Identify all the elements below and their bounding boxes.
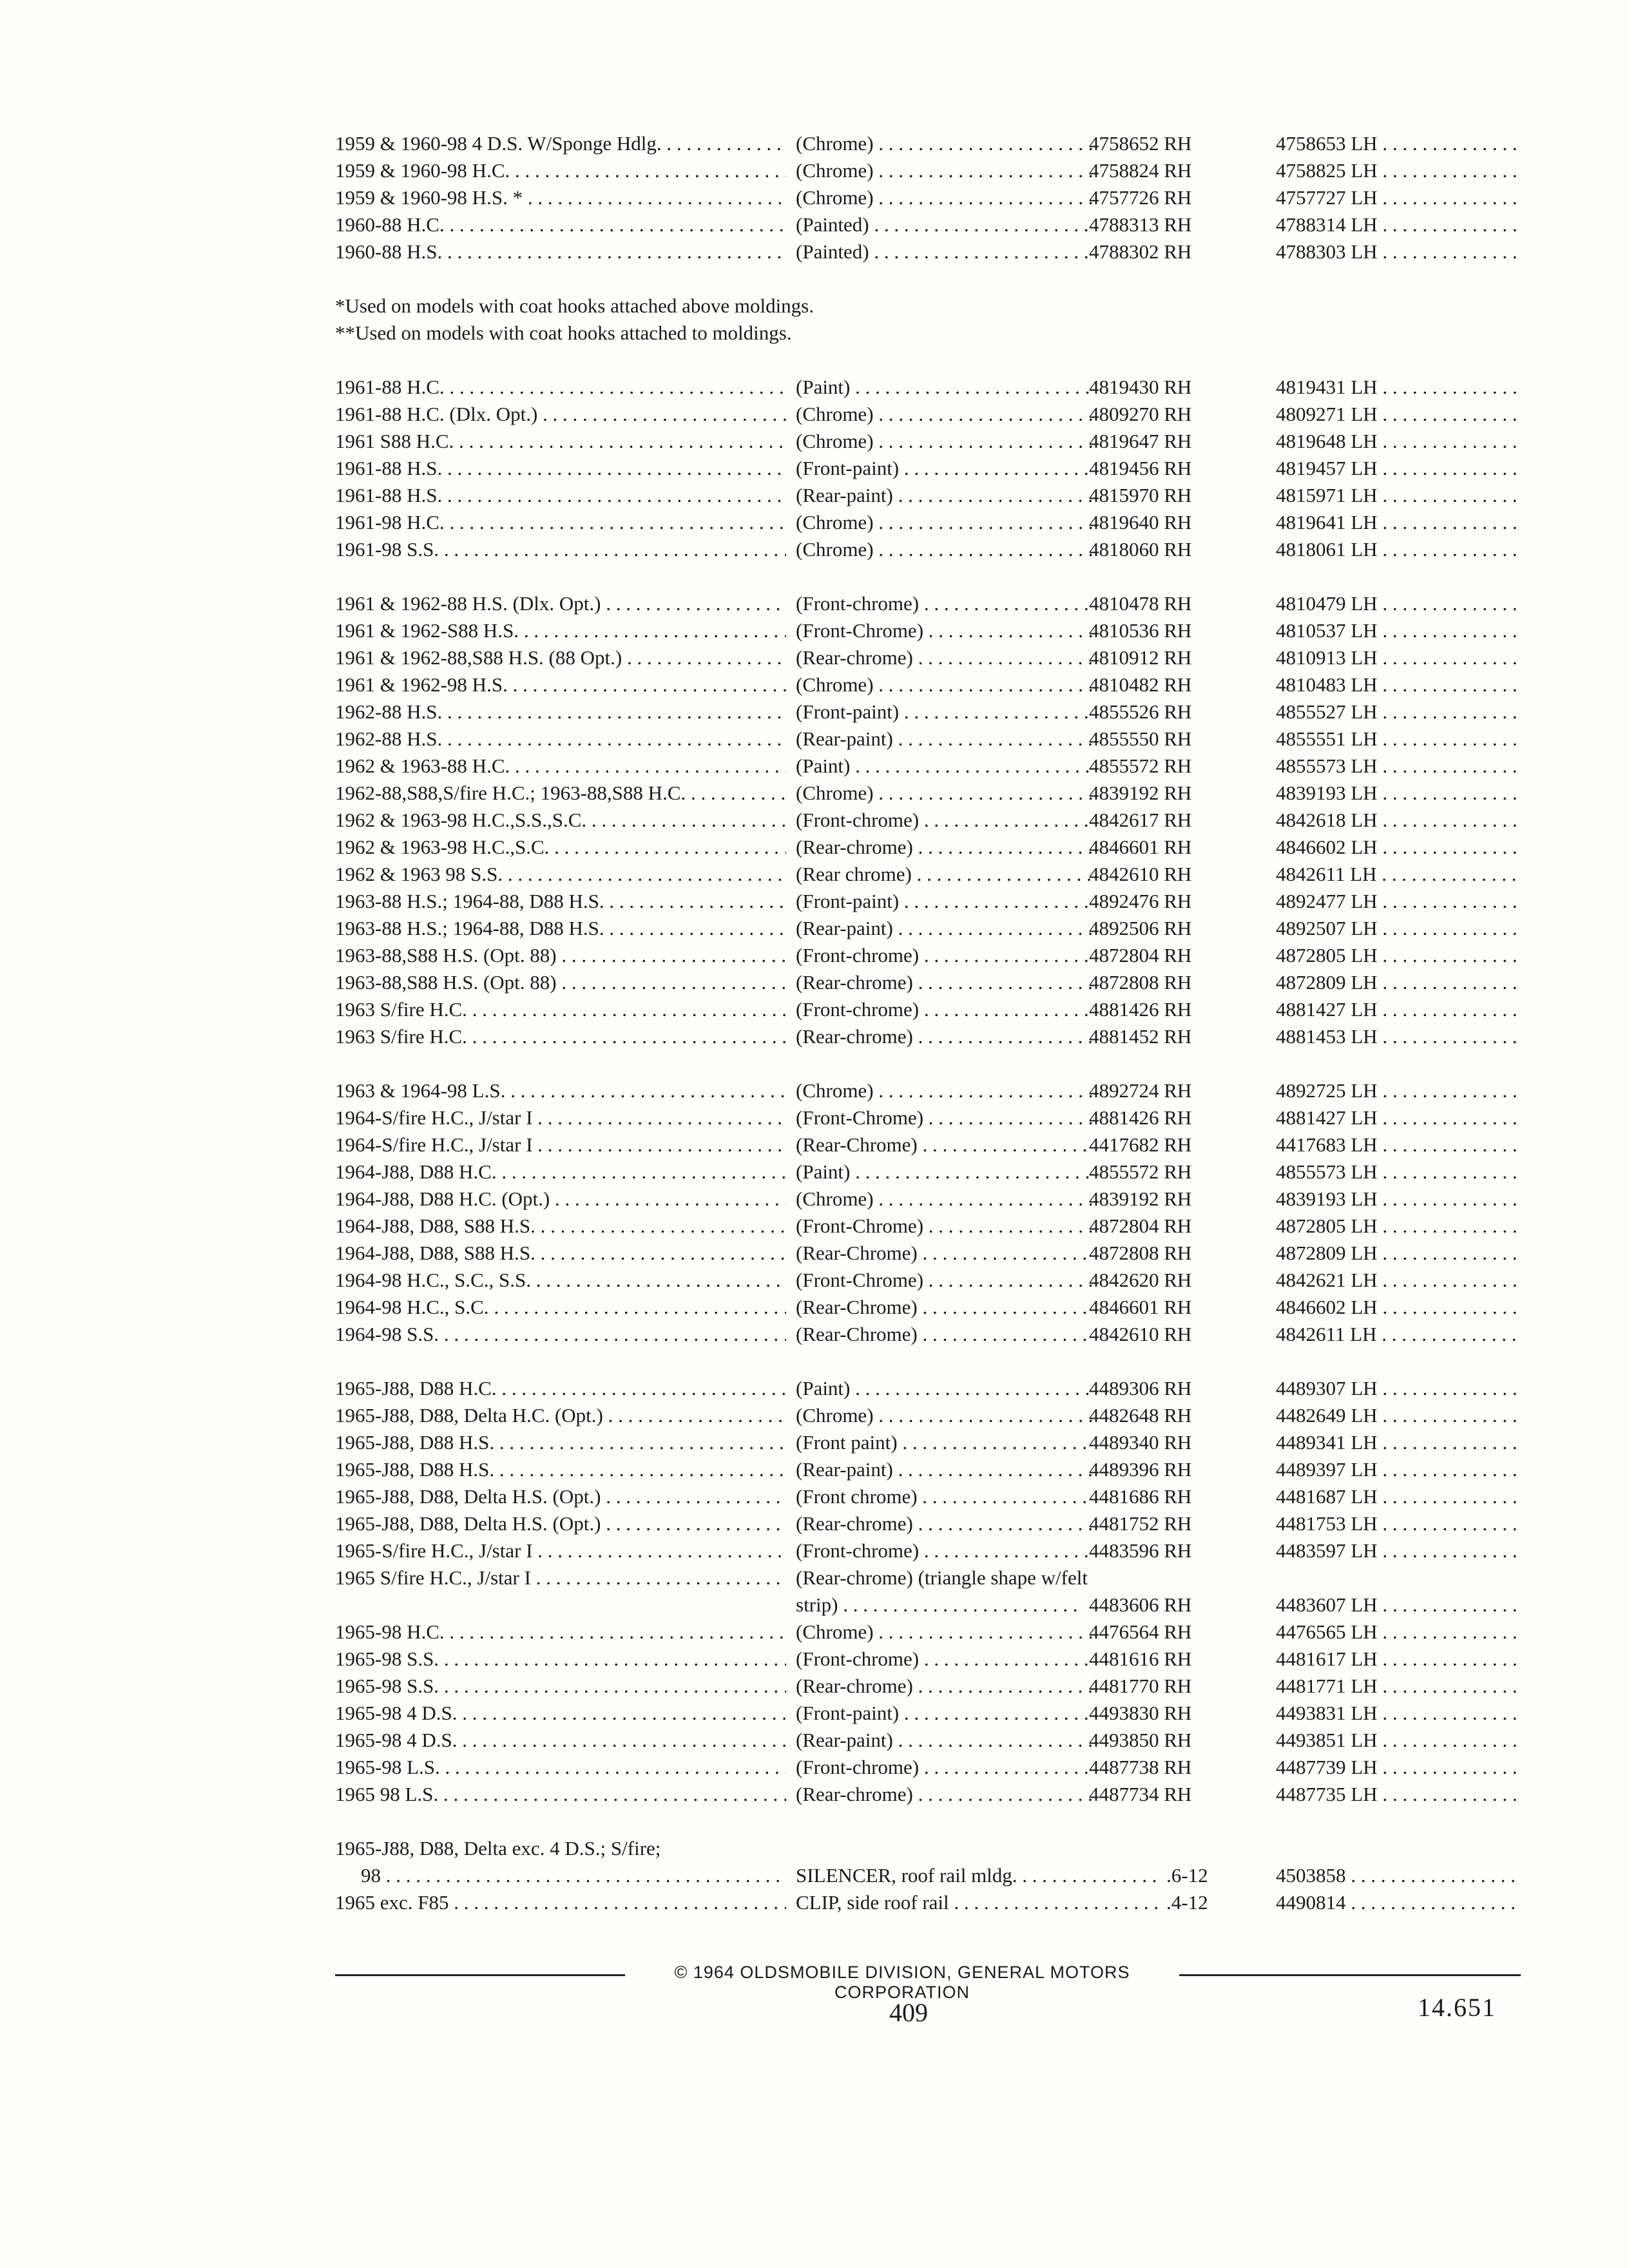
rh-part-number: 4788302 RH — [1089, 240, 1192, 263]
part-row — [335, 374, 1521, 401]
footer-rule-left — [335, 1974, 625, 1976]
lh-part-number: 4810483 LH . . . — [1276, 671, 1521, 698]
description-text: (Front-chrome) . . . — [796, 1537, 1092, 1564]
clip-description: CLIP, side roof rail . . . — [796, 1889, 1163, 1916]
application-text: 1963-88,S88 H.S. (Opt. 88) . . . — [335, 942, 786, 969]
description-text: (Front-Chrome) . . . — [796, 1267, 1092, 1294]
lh-part-number: 4481753 LH . . . — [1276, 1510, 1521, 1537]
rh-part-number: 4757726 RH — [1089, 186, 1192, 209]
lh-part-number: 4846602 LH . . . — [1276, 1294, 1521, 1321]
rh-part-number: 4489340 RH — [1089, 1431, 1192, 1454]
description-text: (Chrome) . . . — [796, 780, 1092, 807]
lh-part-number: 4872805 LH . . . — [1276, 1213, 1521, 1240]
lh-part-number: 4809271 LH . . . — [1276, 401, 1521, 428]
rh-part-number: 4842610 RH — [1089, 1323, 1192, 1345]
lh-part-number: 4819431 LH . . . — [1276, 374, 1521, 401]
application-text: 1965-J88, D88, Delta exc. 4 D.S.; S/fire; — [335, 1837, 661, 1860]
lh-part-number: 4842618 LH . . . — [1276, 807, 1521, 834]
rh-part-number: 4819647 RH — [1089, 430, 1192, 452]
rh-part-number: 4855572 RH — [1089, 754, 1192, 777]
lh-part-number: 4842621 LH . . . — [1276, 1267, 1521, 1294]
rh-part-number: 4881452 RH — [1089, 1025, 1192, 1048]
lh-part-number: 4482649 LH . . . — [1276, 1402, 1521, 1429]
lh-part-number: 4815971 LH . . . — [1276, 482, 1521, 509]
part-row — [335, 509, 1521, 536]
description-text: (Rear-chrome) . . . — [796, 644, 1092, 671]
lh-part-number: 4892477 LH . . . — [1276, 888, 1521, 915]
part-row — [335, 780, 1521, 807]
lh-part-number: 4855527 LH . . . — [1276, 698, 1521, 726]
part-row — [335, 1510, 1521, 1537]
rh-part-number: 4489306 RH — [1089, 1377, 1192, 1399]
rh-part-number: 4846601 RH — [1089, 836, 1192, 858]
clip-part-number: 4490814 . . . — [1276, 1889, 1521, 1916]
part-row — [335, 644, 1521, 671]
silencer-quantity: .6-12 — [1166, 1864, 1208, 1887]
description-text: (Front-chrome) . . . — [796, 996, 1092, 1023]
description-text: (Paint) . . . — [796, 374, 1092, 401]
application-text: 1964-J88, D88, S88 H.S. . . . — [335, 1213, 786, 1240]
lh-part-number: 4493851 LH . . . — [1276, 1727, 1521, 1754]
parts-group-1959-1960 — [335, 130, 1521, 265]
description-text: (Chrome) . . . — [796, 1619, 1092, 1646]
rh-part-number: 4810912 RH — [1089, 646, 1192, 669]
part-row — [335, 1104, 1521, 1131]
lh-part-number: 4839193 LH . . . — [1276, 1186, 1521, 1213]
description-text: (Rear-chrome) . . . — [796, 1781, 1092, 1808]
parts-group-1965-b — [335, 1619, 1521, 1808]
description-text: (Rear-chrome) . . . — [796, 1673, 1092, 1700]
rh-part-number: 4892506 RH — [1089, 917, 1192, 939]
rh-part-number: 4489396 RH — [1089, 1458, 1192, 1481]
rh-part-number: 4487738 RH — [1089, 1756, 1192, 1778]
rh-part-number: 4482648 RH — [1089, 1404, 1192, 1427]
rh-part-number: 4855550 RH — [1089, 727, 1192, 750]
application-text: 1963 & 1964-98 L.S. . . . — [335, 1077, 786, 1104]
lh-part-number: 4819641 LH . . . — [1276, 509, 1521, 536]
application-text: 1960-88 H.C. . . . — [335, 211, 786, 238]
part-row — [335, 1267, 1521, 1294]
clip-quantity: .4-12 — [1166, 1891, 1208, 1914]
rh-part-number: 4819430 RH — [1089, 376, 1192, 398]
description-text: (Front-chrome) . . . — [796, 1754, 1092, 1781]
description-text: (Front chrome) . . . — [796, 1483, 1092, 1510]
lh-part-number: 4481617 LH . . . — [1276, 1646, 1521, 1673]
part-row — [335, 1429, 1521, 1456]
part-row — [335, 617, 1521, 644]
clip-row — [335, 1889, 1521, 1916]
description-text: (Chrome) . . . — [796, 130, 1092, 157]
rh-part-number: 4758824 RH — [1089, 159, 1192, 182]
rh-part-number: 4818060 RH — [1089, 538, 1192, 561]
application-text: 1961 & 1962-98 H.S. . . . — [335, 671, 786, 698]
part-row — [335, 942, 1521, 969]
description-text: (Rear-paint) . . . — [796, 915, 1092, 942]
description-text: (Chrome) . . . — [796, 671, 1092, 698]
description-text: (Front-paint) . . . — [796, 698, 1092, 726]
part-row — [335, 1158, 1521, 1186]
part-row — [335, 861, 1521, 888]
description-text: (Front-chrome) . . . — [796, 590, 1092, 617]
application-text: 1962 & 1963-88 H.C. . . . — [335, 753, 786, 780]
description-text: (Chrome) . . . — [796, 401, 1092, 428]
application-text: 1961-88 H.S. . . . — [335, 482, 786, 509]
part-row — [335, 211, 1521, 238]
parts-group-1963-1964 — [335, 1077, 1521, 1348]
application-text: 1964-J88, D88 H.C. (Opt.) . . . — [335, 1186, 786, 1213]
lh-part-number: 4839193 LH . . . — [1276, 780, 1521, 807]
part-row — [335, 1023, 1521, 1050]
application-text: 1965-J88, D88, Delta H.S. (Opt.) . . . — [335, 1510, 786, 1537]
rh-part-number: 4493830 RH — [1089, 1702, 1192, 1724]
application-text: 1962 & 1963-98 H.C.,S.S.,S.C. . . . — [335, 807, 786, 834]
lh-part-number: 4810537 LH . . . — [1276, 617, 1521, 644]
lh-part-number: 4481687 LH . . . — [1276, 1483, 1521, 1510]
rh-part-number: 4839192 RH — [1089, 782, 1192, 804]
part-row-triangle — [335, 1564, 1521, 1591]
description-text: (Painted) . . . — [796, 238, 1092, 265]
silencer-row — [335, 1862, 1521, 1889]
application-text: 1965-98 L.S. . . . — [335, 1754, 786, 1781]
application-text: 1961-88 H.C. (Dlx. Opt.) . . . — [335, 401, 786, 428]
application-text: 1961-98 H.C. . . . — [335, 509, 786, 536]
description-text: (Chrome) . . . — [796, 1186, 1092, 1213]
rh-part-number: 4810482 RH — [1089, 673, 1192, 696]
application-text: 1959 & 1960-98 H.C. . . . — [335, 157, 786, 184]
rh-part-number: 4481770 RH — [1089, 1675, 1192, 1697]
description-text: (Front paint) . . . — [796, 1429, 1092, 1456]
part-row — [335, 698, 1521, 726]
part-row — [335, 726, 1521, 753]
application-text: 1959 & 1960-98 H.S. * . . . — [335, 184, 786, 211]
part-row — [335, 455, 1521, 482]
page-number: 409 — [889, 1998, 928, 2027]
description-text: (Rear-paint) . . . — [796, 1456, 1092, 1483]
application-text: 1965 S/fire H.C., J/star I . . . — [335, 1564, 786, 1591]
part-row — [335, 1537, 1521, 1564]
description-text: (Paint) . . . — [796, 1158, 1092, 1186]
lh-part-number: 4819457 LH . . . — [1276, 455, 1521, 482]
part-row — [335, 1483, 1521, 1510]
rh-part-number: 4819456 RH — [1089, 457, 1192, 479]
application-text: 1964-98 H.C., S.C. . . . — [335, 1294, 786, 1321]
application-text: 1965 98 L.S. . . . — [335, 1781, 786, 1808]
description-text: (Front-paint) . . . — [796, 1700, 1092, 1727]
part-row — [335, 1781, 1521, 1808]
description-text: (Chrome) . . . — [796, 509, 1092, 536]
rh-part-number: 4493850 RH — [1089, 1729, 1192, 1751]
lh-part-number: 4483607 LH . . . — [1276, 1591, 1521, 1619]
description-text: (Rear-chrome) . . . — [796, 1023, 1092, 1050]
application-text: 1962 & 1963 98 S.S. . . . — [335, 861, 786, 888]
rh-part-number: 4483606 RH — [1089, 1593, 1192, 1616]
application-text: 1962 & 1963-98 H.C.,S.C. . . . — [335, 834, 786, 861]
rh-part-number: 4892724 RH — [1089, 1079, 1192, 1102]
application-text: 1960-88 H.S. . . . — [335, 238, 786, 265]
lh-part-number: 4481771 LH . . . — [1276, 1673, 1521, 1700]
part-row — [335, 1754, 1521, 1781]
part-row — [335, 969, 1521, 996]
application-text: 1963 S/fire H.C. . . . — [335, 1023, 786, 1050]
description-text: (Rear-chrome) . . . — [796, 834, 1092, 861]
application-text-cont: 98 . . . — [361, 1862, 786, 1889]
rh-part-number: 4417682 RH — [1089, 1133, 1192, 1156]
rh-part-number: 4758652 RH — [1089, 132, 1192, 155]
lh-part-number: 4872809 LH . . . — [1276, 1240, 1521, 1267]
rh-part-number: 4872808 RH — [1089, 971, 1192, 994]
application-text: 1962-88 H.S. . . . — [335, 698, 786, 726]
parts-listing — [335, 130, 1521, 1916]
application-text: 1962-88 H.S. . . . — [335, 726, 786, 753]
description-text: (Front-Chrome) . . . — [796, 1104, 1092, 1131]
application-text: 1964-98 S.S. . . . — [335, 1321, 786, 1348]
lh-part-number: 4892725 LH . . . — [1276, 1077, 1521, 1104]
copyright-notice: © 1964 OLDSMOBILE DIVISION, GENERAL MOTORS CORPORATION — [674, 1963, 1130, 2002]
application-text: 1961-98 S.S. . . . — [335, 536, 786, 563]
lh-part-number: 4855551 LH . . . — [1276, 726, 1521, 753]
application-text: 1964-J88, D88 H.C. . . . — [335, 1158, 786, 1186]
application-text: 1964-98 H.C., S.C., S.S. . . . — [335, 1267, 786, 1294]
part-row — [335, 1619, 1521, 1646]
description-text: (Rear-chrome) . . . — [796, 969, 1092, 996]
lh-part-number: 4872809 LH . . . — [1276, 969, 1521, 996]
description-text: (Rear-Chrome) . . . — [796, 1294, 1092, 1321]
description-text: (Chrome) . . . — [796, 428, 1092, 455]
application-text: 1961 & 1962-88,S88 H.S. (88 Opt.) . . . — [335, 644, 786, 671]
rh-part-number: 4881426 RH — [1089, 998, 1192, 1021]
rh-part-number: 4872804 RH — [1089, 944, 1192, 966]
rh-part-number: 4810478 RH — [1089, 592, 1192, 615]
part-row — [335, 590, 1521, 617]
footnote-single-star: *Used on models with coat hooks attached above moldings. — [335, 294, 815, 317]
lh-part-number: 4846602 LH . . . — [1276, 834, 1521, 861]
part-row — [335, 1456, 1521, 1483]
lh-part-number: 4855573 LH . . . — [1276, 1158, 1521, 1186]
silencer-row-line1 — [335, 1835, 1521, 1862]
rh-part-number: 4481616 RH — [1089, 1648, 1192, 1670]
description-text: (Rear-Chrome) . . . — [796, 1321, 1092, 1348]
lh-part-number: 4881453 LH . . . — [1276, 1023, 1521, 1050]
lh-part-number: 4489307 LH . . . — [1276, 1375, 1521, 1402]
description-text: (Rear-chrome) (triangle shape w/felt — [796, 1566, 1088, 1589]
description-text: (Chrome) . . . — [796, 1077, 1092, 1104]
rh-part-number: 4487734 RH — [1089, 1783, 1192, 1805]
part-row — [335, 1646, 1521, 1673]
rh-part-number: 4483596 RH — [1089, 1539, 1192, 1562]
description-text: (Front-Chrome) . . . — [796, 617, 1092, 644]
description-text: (Front-chrome) . . . — [796, 942, 1092, 969]
rh-part-number: 4819640 RH — [1089, 511, 1192, 533]
part-row — [335, 130, 1521, 157]
lh-part-number: 4489341 LH . . . — [1276, 1429, 1521, 1456]
part-row — [335, 671, 1521, 698]
lh-part-number: 4758825 LH . . . — [1276, 157, 1521, 184]
rh-part-number: 4842610 RH — [1089, 863, 1192, 885]
rh-part-number: 4839192 RH — [1089, 1187, 1192, 1210]
part-row — [335, 1673, 1521, 1700]
part-row — [335, 1213, 1521, 1240]
silencer-description: SILENCER, roof rail mldg. . . . — [796, 1862, 1163, 1889]
rh-part-number: 4788313 RH — [1089, 213, 1192, 236]
application-text: 1965-J88, D88, Delta H.C. (Opt.) . . . — [335, 1402, 786, 1429]
description-text: (Rear-Chrome) . . . — [796, 1131, 1092, 1158]
description-text: (Chrome) . . . — [796, 1402, 1092, 1429]
rh-part-number: 4481686 RH — [1089, 1485, 1192, 1508]
description-text: (Rear-Chrome) . . . — [796, 1240, 1092, 1267]
lh-part-number: 4881427 LH . . . — [1276, 1104, 1521, 1131]
application-text: 1964-S/fire H.C., J/star I . . . — [335, 1104, 786, 1131]
part-row — [335, 1131, 1521, 1158]
part-row — [335, 1700, 1521, 1727]
application-text: 1963-88,S88 H.S. (Opt. 88) . . . — [335, 969, 786, 996]
lh-part-number: 4417683 LH . . . — [1276, 1131, 1521, 1158]
lh-part-number: 4810913 LH . . . — [1276, 644, 1521, 671]
lh-part-number: 4810479 LH . . . — [1276, 590, 1521, 617]
application-text: 1961-88 H.S. . . . — [335, 455, 786, 482]
application-text: 1963 S/fire H.C. . . . — [335, 996, 786, 1023]
lh-part-number: 4842611 LH . . . — [1276, 1321, 1521, 1348]
application-text: 1965-98 H.C. . . . — [335, 1619, 786, 1646]
description-text: (Rear-paint) . . . — [796, 1727, 1092, 1754]
application-text: 1962-88,S88,S/fire H.C.; 1963-88,S88 H.C. . . . — [335, 780, 786, 807]
part-row — [335, 238, 1521, 265]
application-text: 1965-98 4 D.S. . . . — [335, 1727, 786, 1754]
parts-group-1965-a — [335, 1375, 1521, 1564]
application-text: 1965-J88, D88 H.S. . . . — [335, 1456, 786, 1483]
rh-part-number: 4476564 RH — [1089, 1620, 1192, 1643]
rh-part-number: 4809270 RH — [1089, 403, 1192, 425]
application-text: 1964-S/fire H.C., J/star I . . . — [335, 1131, 786, 1158]
lh-part-number: 4489397 LH . . . — [1276, 1456, 1521, 1483]
description-text: (Rear chrome) . . . — [796, 861, 1092, 888]
part-row — [335, 1077, 1521, 1104]
part-row — [335, 184, 1521, 211]
description-text-cont: strip) . . . — [796, 1591, 1079, 1619]
lh-part-number: 4892507 LH . . . — [1276, 915, 1521, 942]
rh-part-number: 4872808 RH — [1089, 1242, 1192, 1264]
rh-part-number: 4842620 RH — [1089, 1269, 1192, 1291]
rh-part-number: 4481752 RH — [1089, 1512, 1192, 1535]
part-row-triangle-cont — [335, 1591, 1521, 1619]
part-row — [335, 915, 1521, 942]
lh-part-number: 4788314 LH . . . — [1276, 211, 1521, 238]
application-text: 1965-J88, D88 H.S. . . . — [335, 1429, 786, 1456]
description-text: (Painted) . . . — [796, 211, 1092, 238]
lh-part-number: 4493831 LH . . . — [1276, 1700, 1521, 1727]
part-row — [335, 1321, 1521, 1348]
lh-part-number: 4487735 LH . . . — [1276, 1781, 1521, 1808]
rh-part-number: 4810536 RH — [1089, 619, 1192, 642]
description-text: (Chrome) . . . — [796, 184, 1092, 211]
footnote-double-star: **Used on models with coat hooks attached to moldings. — [335, 322, 792, 344]
application-text: 1961 & 1962-88 H.S. (Dlx. Opt.) . . . — [335, 590, 786, 617]
description-text: (Front-paint) . . . — [796, 455, 1092, 482]
application-text: 1965-98 4 D.S. . . . — [335, 1700, 786, 1727]
description-text: (Paint) . . . — [796, 753, 1092, 780]
part-row — [335, 1240, 1521, 1267]
application-text: 1965-J88, D88, Delta H.S. (Opt.) . . . — [335, 1483, 786, 1510]
part-row — [335, 428, 1521, 455]
rh-part-number: 4846601 RH — [1089, 1296, 1192, 1318]
part-row — [335, 401, 1521, 428]
application-text: 1961-88 H.C. . . . — [335, 374, 786, 401]
rh-part-number: 4881426 RH — [1089, 1106, 1192, 1129]
part-row — [335, 996, 1521, 1023]
description-text: (Front-chrome) . . . — [796, 807, 1092, 834]
part-row — [335, 536, 1521, 563]
application-text: 1964-J88, D88, S88 H.S. . . . — [335, 1240, 786, 1267]
application-text: 1965 exc. F85 . . . — [335, 1889, 786, 1916]
description-text: (Chrome) . . . — [796, 157, 1092, 184]
rh-part-number: 4855572 RH — [1089, 1160, 1192, 1183]
parts-group-1961-1963 — [335, 590, 1521, 1050]
lh-part-number: 4757727 LH . . . — [1276, 184, 1521, 211]
lh-part-number: 4483597 LH . . . — [1276, 1537, 1521, 1564]
application-text: 1959 & 1960-98 4 D.S. W/Sponge Hdlg. . . . — [335, 130, 786, 157]
parts-group-1961 — [335, 374, 1521, 563]
lh-part-number: 4842611 LH . . . — [1276, 861, 1521, 888]
part-row — [335, 1375, 1521, 1402]
application-text: 1965-J88, D88 H.C. . . . — [335, 1375, 786, 1402]
description-text: (Rear-paint) . . . — [796, 482, 1092, 509]
lh-part-number: 4818061 LH . . . — [1276, 536, 1521, 563]
part-row — [335, 1186, 1521, 1213]
part-row — [335, 157, 1521, 184]
section-number: 14.651 — [1418, 1993, 1496, 2022]
lh-part-number: 4881427 LH . . . — [1276, 996, 1521, 1023]
part-row — [335, 888, 1521, 915]
lh-part-number: 4487739 LH . . . — [1276, 1754, 1521, 1781]
application-text: 1963-88 H.S.; 1964-88, D88 H.S. . . . — [335, 888, 786, 915]
description-text: (Front-paint) . . . — [796, 888, 1092, 915]
footer-rule-right — [1179, 1974, 1521, 1976]
rh-part-number: 4892476 RH — [1089, 890, 1192, 912]
part-row — [335, 1402, 1521, 1429]
application-text: 1965-98 S.S. . . . — [335, 1646, 786, 1673]
part-row — [335, 1727, 1521, 1754]
description-text: (Rear-paint) . . . — [796, 726, 1092, 753]
silencer-part-number: 4503858 . . . — [1276, 1862, 1521, 1889]
application-text: 1963-88 H.S.; 1964-88, D88 H.S. . . . — [335, 915, 786, 942]
lh-part-number: 4476565 LH . . . — [1276, 1619, 1521, 1646]
part-row — [335, 753, 1521, 780]
description-text: (Rear-chrome) . . . — [796, 1510, 1092, 1537]
part-row — [335, 482, 1521, 509]
description-text: (Front-Chrome) . . . — [796, 1213, 1092, 1240]
rh-part-number: 4855526 RH — [1089, 700, 1192, 723]
lh-part-number: 4819648 LH . . . — [1276, 428, 1521, 455]
description-text: (Front-chrome) . . . — [796, 1646, 1092, 1673]
rh-part-number: 4872804 RH — [1089, 1215, 1192, 1237]
part-row — [335, 807, 1521, 834]
part-row — [335, 1294, 1521, 1321]
rh-part-number: 4842617 RH — [1089, 809, 1192, 831]
lh-part-number: 4872805 LH . . . — [1276, 942, 1521, 969]
description-text: (Chrome) . . . — [796, 536, 1092, 563]
application-text: 1965-S/fire H.C., J/star I . . . — [335, 1537, 786, 1564]
part-row — [335, 834, 1521, 861]
application-text: 1961 & 1962-S88 H.S. . . . — [335, 617, 786, 644]
application-text: 1961 S88 H.C. . . . — [335, 428, 786, 455]
lh-part-number: 4788303 LH . . . — [1276, 238, 1521, 265]
lh-part-number: 4855573 LH . . . — [1276, 753, 1521, 780]
lh-part-number: 4758653 LH . . . — [1276, 130, 1521, 157]
rh-part-number: 4815970 RH — [1089, 484, 1192, 506]
description-text: (Paint) . . . — [796, 1375, 1092, 1402]
application-text: 1965-98 S.S. . . . — [335, 1673, 786, 1700]
